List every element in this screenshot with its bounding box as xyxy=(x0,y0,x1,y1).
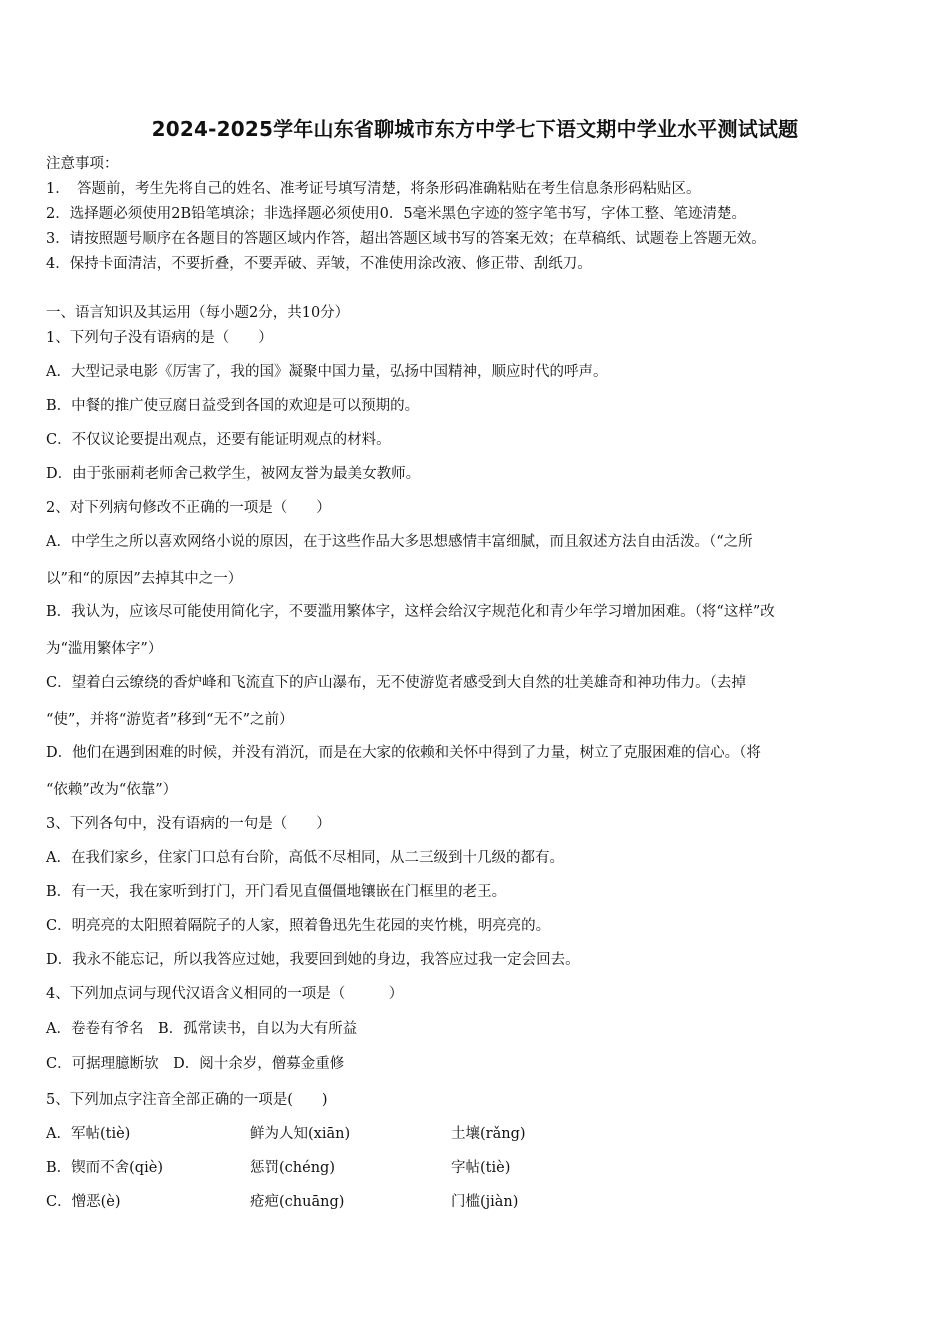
q5-a-col1: A．军帖(tiè) xyxy=(46,1126,131,1142)
q1-stem: 1、下列句子没有语病的是（ ） xyxy=(46,330,273,346)
q4-options-ab: A．卷卷有爷名 B．孤常读书，自以为大有所益 xyxy=(46,1021,358,1037)
q1-option-c: C．不仅议论要提出观点，还要有能证明观点的材料。 xyxy=(46,432,391,448)
q2-option-c-line2: “使”，并将“游览者”移到“无不”之前） xyxy=(46,712,294,728)
q3-option-a: A．在我们家乡，住家门口总有台阶，高低不尽相同，从二三级到十几级的都有。 xyxy=(46,850,564,866)
q5-b-col1: B．锲而不舍(qiè) xyxy=(46,1160,163,1176)
q2-option-c-line1: C．望着白云缭绕的香炉峰和飞流直下的庐山瀑布，无不使游览者感受到大自然的壮美雄奇和神功伟力。（去掉 xyxy=(46,675,746,691)
q5-b-col2: 惩罚(chéng) xyxy=(250,1160,335,1176)
q1-option-a: A．大型记录电影《厉害了，我的国》凝聚中国力量，弘扬中国精神，顺应时代的呼声。 xyxy=(46,364,608,380)
q3-option-c: C．明亮亮的太阳照着隔院子的人家，照着鲁迅先生花园的夹竹桃，明亮亮的。 xyxy=(46,918,551,934)
notice-item-2: 2．选择题必须使用2B铅笔填涂；非选择题必须使用0．5毫米黑色字迹的签字笔书写，字体工整、笔迹清楚。 xyxy=(46,206,747,222)
q2-option-b-line2: 为“滥用繁体字”） xyxy=(46,641,163,657)
q5-c-col2: 疮疤(chuāng) xyxy=(250,1194,345,1210)
q5-c-col3: 门槛(jiàn) xyxy=(451,1194,519,1210)
q1-option-d: D．由于张丽莉老师舍己救学生，被网友誉为最美女教师。 xyxy=(46,466,421,482)
q5-a-col3: 土壤(rǎng) xyxy=(451,1126,526,1142)
notice-heading: 注意事项： xyxy=(46,156,119,172)
q2-option-d-line2: “依赖”改为“依靠”） xyxy=(46,782,178,798)
section-heading: 一、语言知识及其运用（每小题2分，共10分） xyxy=(46,305,350,321)
notice-item-4: 4．保持卡面清洁，不要折叠，不要弄破、弄皱，不准使用涂改液、修正带、刮纸刀。 xyxy=(46,256,592,272)
q2-option-a-line2: 以”和“的原因”去掉其中之一） xyxy=(46,571,243,587)
q5-b-col3: 字帖(tiè) xyxy=(451,1160,511,1176)
q1-option-b: B．中餐的推广使豆腐日益受到各国的欢迎是可以预期的。 xyxy=(46,398,420,414)
page-title: 2024-2025学年山东省聊城市东方中学七下语文期中学业水平测试试题 xyxy=(151,117,799,141)
q2-option-a-line1: A．中学生之所以喜欢网络小说的原因，在于这些作品大多思想感情丰富细腻，而且叙述方法自由活泼。（“之所 xyxy=(46,534,753,550)
q2-stem: 2、对下列病句修改不正确的一项是（ ） xyxy=(46,500,331,516)
q2-option-b-line1: B．我认为，应该尽可能使用简化字，不要滥用繁体字，这样会给汉字规范化和青少年学习增加困难。（将“这样”改 xyxy=(46,604,775,620)
q3-option-d: D．我永不能忘记，所以我答应过她，我要回到她的身边，我答应过我一定会回去。 xyxy=(46,952,580,968)
notice-item-1: 1． 答题前，考生先将自己的姓名、准考证号填写清楚，将条形码准确粘贴在考生信息条形码粘贴区。 xyxy=(46,181,701,197)
q3-option-b: B．有一天，我在家听到打门，开门看见直僵僵地镶嵌在门框里的老王。 xyxy=(46,884,507,900)
q5-a-col2: 鲜为人知(xiān) xyxy=(250,1126,351,1142)
q5-stem: 5、下列加点字注音全部正确的一项是( ) xyxy=(46,1092,328,1108)
q2-option-d-line1: D．他们在遇到困难的时候，并没有消沉，而是在大家的依赖和关怀中得到了力量，树立了克服困难的信心。（将 xyxy=(46,745,761,761)
q3-stem: 3、下列各句中，没有语病的一句是（ ） xyxy=(46,816,331,832)
notice-item-3: 3．请按照题号顺序在各题目的答题区域内作答，超出答题区域书写的答案无效；在草稿纸、试题卷上答题无效。 xyxy=(46,231,766,247)
q4-stem: 4、下列加点词与现代汉语含义相同的一项是（ ） xyxy=(46,986,404,1002)
q5-c-col1: C．憎恶(è) xyxy=(46,1194,121,1210)
q4-options-cd: C．可据理臆断欤 D．阅十余岁，僧募金重修 xyxy=(46,1056,345,1072)
